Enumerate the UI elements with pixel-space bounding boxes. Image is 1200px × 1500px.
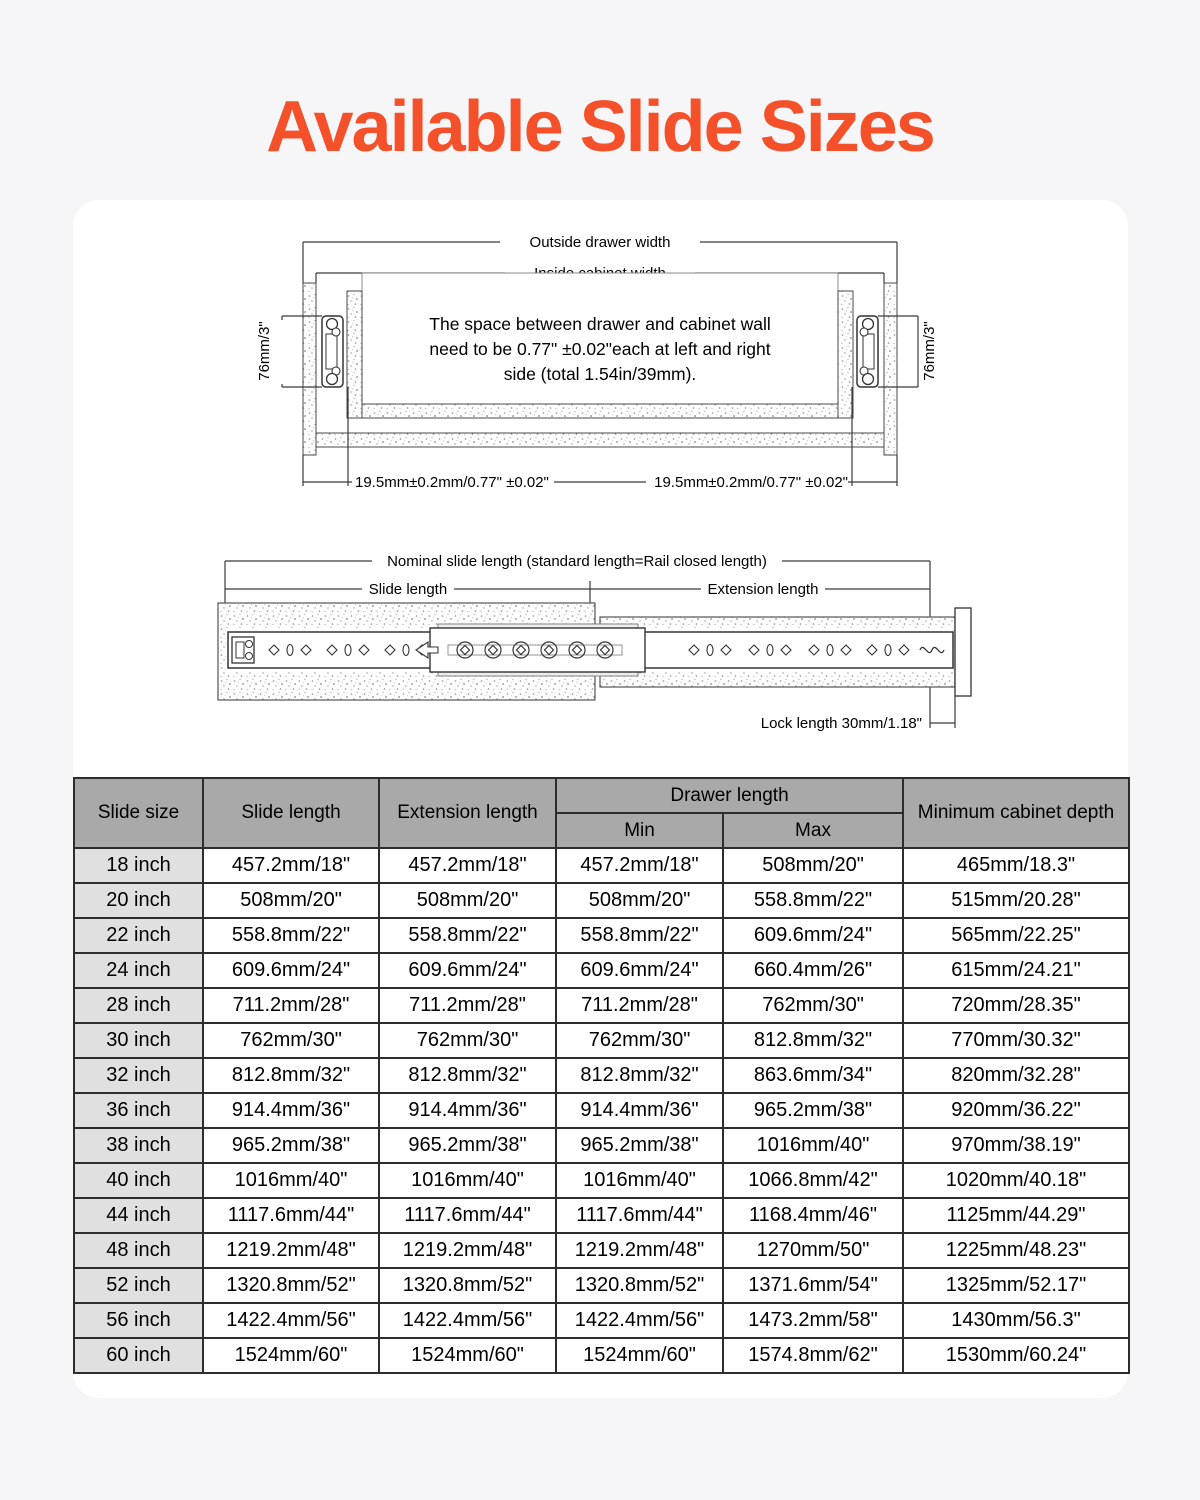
- value-cell: 609.6mm/24": [379, 953, 556, 988]
- value-cell: 970mm/38.19": [903, 1128, 1129, 1163]
- col-header-slide-length: Slide length: [203, 778, 379, 848]
- drawer-side-left: [347, 291, 362, 418]
- slide-size-cell: 20 inch: [74, 883, 203, 918]
- value-cell: 1320.8mm/52": [556, 1268, 723, 1303]
- slide-profile-right: [857, 316, 878, 387]
- col-header-extension-length: Extension length: [379, 778, 556, 848]
- value-cell: 762mm/30": [723, 988, 903, 1023]
- value-cell: 508mm/20": [203, 883, 379, 918]
- slide-size-cell: 30 inch: [74, 1023, 203, 1058]
- page-title: Available Slide Sizes: [266, 87, 934, 167]
- value-cell: 914.4mm/36": [203, 1093, 379, 1128]
- table-header: [74, 778, 1129, 848]
- value-cell: 1117.6mm/44": [379, 1198, 556, 1233]
- cabinet-wall-right: [884, 283, 897, 455]
- slide-size-cell: 52 inch: [74, 1268, 203, 1303]
- rail-end-cap: [232, 637, 254, 663]
- label-bg: [274, 320, 290, 384]
- value-cell: 711.2mm/28": [556, 988, 723, 1023]
- value-cell: 1219.2mm/48": [556, 1233, 723, 1268]
- value-cell: 1219.2mm/48": [203, 1233, 379, 1268]
- table-row: [74, 848, 1129, 883]
- value-cell: 965.2mm/38": [556, 1128, 723, 1163]
- value-cell: 609.6mm/24": [203, 953, 379, 988]
- value-cell: 1320.8mm/52": [203, 1268, 379, 1303]
- lock-mechanism: [416, 624, 645, 676]
- value-cell: 558.8mm/22": [379, 918, 556, 953]
- value-cell: 1422.4mm/56": [203, 1303, 379, 1338]
- table-row: [74, 1198, 1129, 1233]
- value-cell: 1371.6mm/54": [723, 1268, 903, 1303]
- drawer-bottom-panel: [362, 404, 838, 418]
- value-cell: 863.6mm/34": [723, 1058, 903, 1093]
- value-cell: 965.2mm/38": [203, 1128, 379, 1163]
- col-header-min-cabinet-depth: Minimum cabinet depth: [903, 778, 1129, 848]
- drawer-side-right: [838, 291, 853, 418]
- value-cell: 457.2mm/18": [203, 848, 379, 883]
- value-cell: 762mm/30": [556, 1023, 723, 1058]
- svg-text:side (total 1.54in/39mm).: side (total 1.54in/39mm).: [503, 364, 697, 384]
- value-cell: 711.2mm/28": [379, 988, 556, 1023]
- value-cell: 1473.2mm/58": [723, 1303, 903, 1338]
- value-cell: 615mm/24.21": [903, 953, 1129, 988]
- value-cell: 465mm/18.3": [903, 848, 1129, 883]
- rear-bracket: [955, 608, 971, 696]
- value-cell: 770mm/30.32": [903, 1023, 1129, 1058]
- value-cell: 762mm/30": [203, 1023, 379, 1058]
- value-cell: 914.4mm/36": [379, 1093, 556, 1128]
- value-cell: 1016mm/40": [379, 1163, 556, 1198]
- table-row: [74, 883, 1129, 918]
- value-cell: 920mm/36.22": [903, 1093, 1129, 1128]
- lock-length-label: Lock length 30mm/1.18": [760, 715, 922, 732]
- table-row: [74, 1303, 1129, 1338]
- table-row: [74, 918, 1129, 953]
- value-cell: 1320.8mm/52": [379, 1268, 556, 1303]
- outside-width-label: Outside drawer width: [529, 234, 671, 251]
- col-header-max: Max: [723, 813, 903, 848]
- nominal-length-label: Nominal slide length (standard length=Rail closed length): [387, 553, 767, 570]
- value-cell: 812.8mm/32": [723, 1023, 903, 1058]
- value-cell: 609.6mm/24": [723, 918, 903, 953]
- slide-size-cell: 48 inch: [74, 1233, 203, 1268]
- value-cell: 1219.2mm/48": [379, 1233, 556, 1268]
- slide-size-cell: 24 inch: [74, 953, 203, 988]
- value-cell: 1020mm/40.18": [903, 1163, 1129, 1198]
- value-cell: 1574.8mm/62": [723, 1338, 903, 1373]
- value-cell: 1066.8mm/42": [723, 1163, 903, 1198]
- value-cell: 1016mm/40": [203, 1163, 379, 1198]
- value-cell: 508mm/20": [379, 883, 556, 918]
- value-cell: 508mm/20": [723, 848, 903, 883]
- slide-length-diagram: [180, 535, 1030, 745]
- value-cell: 1168.4mm/46": [723, 1198, 903, 1233]
- table-row: [74, 1058, 1129, 1093]
- value-cell: 457.2mm/18": [556, 848, 723, 883]
- svg-text:need to be 0.77" ±0.02"each at: need to be 0.77" ±0.02"each at left and right: [429, 339, 771, 359]
- value-cell: 965.2mm/38": [723, 1093, 903, 1128]
- value-cell: 1117.6mm/44": [203, 1198, 379, 1233]
- gap-dimension-right: 19.5mm±0.2mm/0.77" ±0.02": [654, 474, 848, 491]
- value-cell: 1117.6mm/44": [556, 1198, 723, 1233]
- cabinet-wall-left: [303, 283, 316, 455]
- table-body: [74, 848, 1129, 1373]
- gap-dimension-left: 19.5mm±0.2mm/0.77" ±0.02": [355, 474, 549, 491]
- col-header-drawer-length: Drawer length: [556, 778, 903, 813]
- table-row: [74, 1023, 1129, 1058]
- value-cell: 508mm/20": [556, 883, 723, 918]
- table-row: [74, 988, 1129, 1023]
- value-cell: 720mm/28.35": [903, 988, 1129, 1023]
- value-cell: 565mm/22.25": [903, 918, 1129, 953]
- value-cell: 1016mm/40": [723, 1128, 903, 1163]
- value-cell: 914.4mm/36": [556, 1093, 723, 1128]
- slide-size-cell: 56 inch: [74, 1303, 203, 1338]
- col-header-slide-size: Slide size: [74, 778, 203, 848]
- svg-text:The space between drawer and c: The space between drawer and cabinet wall: [429, 314, 771, 334]
- value-cell: 609.6mm/24": [556, 953, 723, 988]
- table-row: [74, 953, 1129, 988]
- value-cell: 762mm/30": [379, 1023, 556, 1058]
- value-cell: 558.8mm/22": [556, 918, 723, 953]
- drawer-width-diagram: [255, 228, 965, 528]
- slide-size-cell: 38 inch: [74, 1128, 203, 1163]
- slide-length-label: Slide length: [368, 581, 448, 598]
- table-row: [74, 1093, 1129, 1128]
- slide-size-cell: 40 inch: [74, 1163, 203, 1198]
- value-cell: 965.2mm/38": [379, 1128, 556, 1163]
- value-cell: 1016mm/40": [556, 1163, 723, 1198]
- value-cell: 1430mm/56.3": [903, 1303, 1129, 1338]
- slide-height-label-right: 76mm/3": [921, 321, 938, 381]
- value-cell: 1225mm/48.23": [903, 1233, 1129, 1268]
- value-cell: 711.2mm/28": [203, 988, 379, 1023]
- value-cell: 1325mm/52.17": [903, 1268, 1129, 1303]
- table-row: [74, 1233, 1129, 1268]
- slide-size-cell: 32 inch: [74, 1058, 203, 1093]
- value-cell: 1125mm/44.29": [903, 1198, 1129, 1233]
- slide-size-cell: 60 inch: [74, 1338, 203, 1373]
- value-cell: 812.8mm/32": [203, 1058, 379, 1093]
- content-card: [73, 200, 1128, 1398]
- slide-profile-left: [322, 316, 343, 387]
- slide-size-cell: 22 inch: [74, 918, 203, 953]
- value-cell: 812.8mm/32": [379, 1058, 556, 1093]
- slide-size-cell: 28 inch: [74, 988, 203, 1023]
- value-cell: 1530mm/60.24": [903, 1338, 1129, 1373]
- slide-size-cell: 18 inch: [74, 848, 203, 883]
- table-row: [74, 1128, 1129, 1163]
- slide-size-cell: 36 inch: [74, 1093, 203, 1128]
- value-cell: 1270mm/50": [723, 1233, 903, 1268]
- cabinet-bottom-panel: [303, 433, 897, 447]
- value-cell: 1422.4mm/56": [379, 1303, 556, 1338]
- slide-size-table: [73, 777, 1130, 1374]
- value-cell: 1524mm/60": [379, 1338, 556, 1373]
- col-header-min: Min: [556, 813, 723, 848]
- extension-length-label: Extension length: [707, 581, 819, 598]
- table-row: [74, 1338, 1129, 1373]
- value-cell: 558.8mm/22": [203, 918, 379, 953]
- value-cell: 1524mm/60": [203, 1338, 379, 1373]
- table-row: [74, 1163, 1129, 1198]
- value-cell: 1524mm/60": [556, 1338, 723, 1373]
- table-row: [74, 1268, 1129, 1303]
- slide-size-cell: 44 inch: [74, 1198, 203, 1233]
- value-cell: 1422.4mm/56": [556, 1303, 723, 1338]
- value-cell: 457.2mm/18": [379, 848, 556, 883]
- value-cell: 812.8mm/32": [556, 1058, 723, 1093]
- value-cell: 558.8mm/22": [723, 883, 903, 918]
- value-cell: 515mm/20.28": [903, 883, 1129, 918]
- value-cell: 820mm/32.28": [903, 1058, 1129, 1093]
- value-cell: 660.4mm/26": [723, 953, 903, 988]
- slide-height-label-left: 76mm/3": [256, 321, 273, 381]
